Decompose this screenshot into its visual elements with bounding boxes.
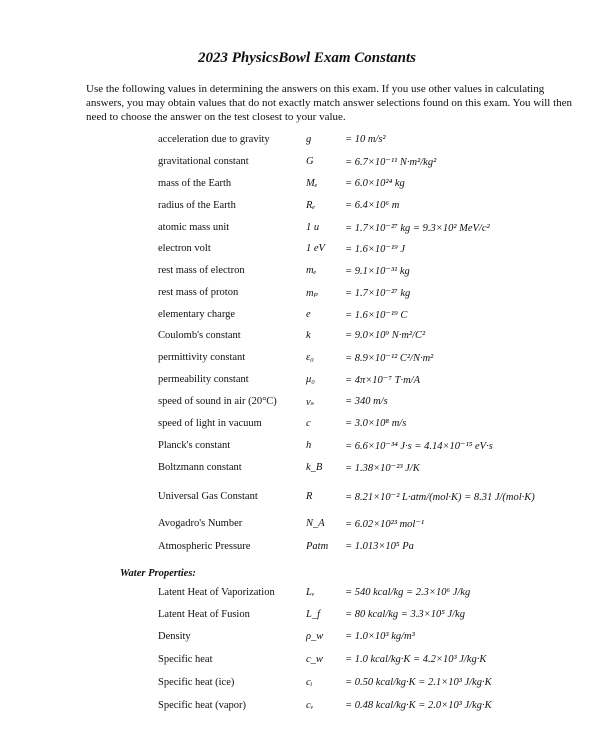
constant-label: Universal Gas Constant xyxy=(158,491,258,502)
constant-label: Latent Heat of Fusion xyxy=(158,609,250,620)
constant-label: mass of the Earth xyxy=(158,178,232,189)
constant-value: = 1.6×10⁻¹⁹ C xyxy=(345,310,408,321)
constant-symbol: Patm xyxy=(306,541,329,552)
constant-symbol: k_B xyxy=(306,462,323,473)
constant-value: = 6.02×10²³ mol⁻¹ xyxy=(345,519,425,530)
constant-symbol: k xyxy=(306,330,311,341)
constant-value: = 1.38×10⁻²³ J/K xyxy=(345,463,420,474)
constant-row xyxy=(0,491,614,507)
constant-label: electron volt xyxy=(158,243,211,254)
constant-symbol: Mₑ xyxy=(306,178,318,189)
constant-label: Specific heat (vapor) xyxy=(158,700,247,711)
constant-row xyxy=(0,609,614,625)
constant-symbol: Rₑ xyxy=(306,200,316,211)
constant-label: acceleration due to gravity xyxy=(158,134,270,145)
constant-label: Boltzmann constant xyxy=(158,462,242,473)
constant-label: permeability constant xyxy=(158,374,249,385)
constant-symbol: μ₀ xyxy=(306,374,315,385)
constant-label: Latent Heat of Vaporization xyxy=(158,587,275,598)
constant-value: = 10 m/s² xyxy=(345,134,386,145)
constant-label: permittivity constant xyxy=(158,352,246,363)
constant-label: Avogadro's Number xyxy=(158,518,243,529)
constant-symbol: R xyxy=(306,491,313,502)
constant-label: Coulomb's constant xyxy=(158,330,241,341)
constant-row xyxy=(0,518,614,534)
constant-row xyxy=(0,243,614,259)
constant-row xyxy=(0,700,614,716)
constant-label: atomic mass unit xyxy=(158,222,230,233)
constant-row xyxy=(0,418,614,434)
constant-row xyxy=(0,631,614,647)
constant-symbol: cᵢ xyxy=(306,677,313,688)
constant-label: Planck's constant xyxy=(158,440,231,451)
constant-value: = 6.7×10⁻¹¹ N·m²/kg² xyxy=(345,157,437,168)
constant-value: = 340 m/s xyxy=(345,396,388,407)
constant-value: = 80 kcal/kg = 3.3×10⁵ J/kg xyxy=(345,609,465,620)
constant-value: = 9.1×10⁻³¹ kg xyxy=(345,266,410,277)
constant-symbol: ρ_w xyxy=(306,631,324,642)
constant-label: radius of the Earth xyxy=(158,200,236,211)
constant-row xyxy=(0,134,614,150)
constant-symbol: mₑ xyxy=(306,265,317,276)
constant-label: speed of light in vacuum xyxy=(158,418,262,429)
constant-row xyxy=(0,330,614,346)
constant-row xyxy=(0,178,614,194)
constant-symbol: g xyxy=(306,134,312,145)
constant-value: = 6.4×10⁶ m xyxy=(345,200,400,211)
constant-row xyxy=(0,440,614,456)
constant-row xyxy=(0,396,614,412)
constant-symbol: e xyxy=(306,309,311,320)
constant-row xyxy=(0,587,614,603)
constant-row xyxy=(0,222,614,238)
constant-symbol: Lᵥ xyxy=(306,587,315,598)
constant-value: = 540 kcal/kg = 2.3×10⁶ J/kg xyxy=(345,587,471,598)
constant-value: = 8.9×10⁻¹² C²/N·m² xyxy=(345,353,434,364)
constant-value: = 1.013×10⁵ Pa xyxy=(345,541,414,552)
constant-symbol: vₛ xyxy=(306,397,315,408)
constant-value: = 1.0 kcal/kg·K = 4.2×10³ J/kg·K xyxy=(345,654,487,665)
constant-value: = 8.21×10⁻² L·atm/(mol·K) = 8.31 J/(mol·K) xyxy=(345,492,535,503)
constant-value: = 0.48 kcal/kg·K = 2.0×10³ J/kg·K xyxy=(345,700,492,711)
constant-row xyxy=(0,677,614,693)
constant-row xyxy=(0,265,614,281)
constant-label: rest mass of electron xyxy=(158,265,245,276)
constant-label: Density xyxy=(158,631,191,642)
constant-symbol: h xyxy=(306,440,312,451)
constant-row xyxy=(0,462,614,478)
constant-label: gravitational constant xyxy=(158,156,249,167)
intro-paragraph: Use the following values in determining the answers on this exam. If you use other values in calculating answers, you may obtain values that do not exactly match answer selections found on this exam. You will then need to choose the answer on the test closest to your value. xyxy=(86,83,573,123)
constant-label: rest mass of proton xyxy=(158,287,239,298)
constant-label: elementary charge xyxy=(158,309,236,320)
constant-symbol: G xyxy=(306,156,314,167)
page-title: 2023 PhysicsBowl Exam Constants xyxy=(198,50,416,66)
constant-row xyxy=(0,654,614,670)
constant-symbol: c xyxy=(306,418,311,429)
constant-row xyxy=(0,374,614,390)
constant-symbol: 1 u xyxy=(306,222,320,233)
constant-value: = 1.0×10³ kg/m³ xyxy=(345,631,415,642)
constant-value: = 9.0×10⁹ N·m²/C² xyxy=(345,330,426,341)
constant-symbol: c_w xyxy=(306,654,323,665)
constant-label: Atmospheric Pressure xyxy=(158,541,251,552)
constant-value: = 3.0×10⁸ m/s xyxy=(345,418,407,429)
constant-symbol: N_A xyxy=(306,518,325,529)
constant-label: Specific heat (ice) xyxy=(158,677,235,688)
constant-value: = 6.0×10²⁴ kg xyxy=(345,178,405,189)
constant-symbol: L_f xyxy=(306,609,321,620)
water-properties-heading: Water Properties: xyxy=(120,568,196,579)
constant-label: speed of sound in air (20°C) xyxy=(158,396,277,407)
constant-row xyxy=(0,352,614,368)
constant-symbol: 1 eV xyxy=(306,243,325,254)
constant-value: = 1.6×10⁻¹⁹ J xyxy=(345,244,406,255)
constant-row xyxy=(0,287,614,303)
constant-row xyxy=(0,309,614,325)
constant-row xyxy=(0,541,614,557)
constant-value: = 0.50 kcal/kg·K = 2.1×10³ J/kg·K xyxy=(345,677,492,688)
constant-value: = 6.6×10⁻³⁴ J·s = 4.14×10⁻¹⁵ eV·s xyxy=(345,441,493,452)
constant-value: = 4π×10⁻⁷ T·m/A xyxy=(345,375,421,386)
constant-value: = 1.7×10⁻²⁷ kg xyxy=(345,288,411,299)
constant-row xyxy=(0,156,614,172)
constant-symbol: ε₀ xyxy=(306,352,314,363)
constant-symbol: mₚ xyxy=(306,288,318,299)
constant-label: Specific heat xyxy=(158,654,213,665)
constant-row xyxy=(0,200,614,216)
constant-symbol: cᵥ xyxy=(306,700,314,711)
constant-value: = 1.7×10⁻²⁷ kg = 9.3×10² MeV/c² xyxy=(345,223,490,234)
